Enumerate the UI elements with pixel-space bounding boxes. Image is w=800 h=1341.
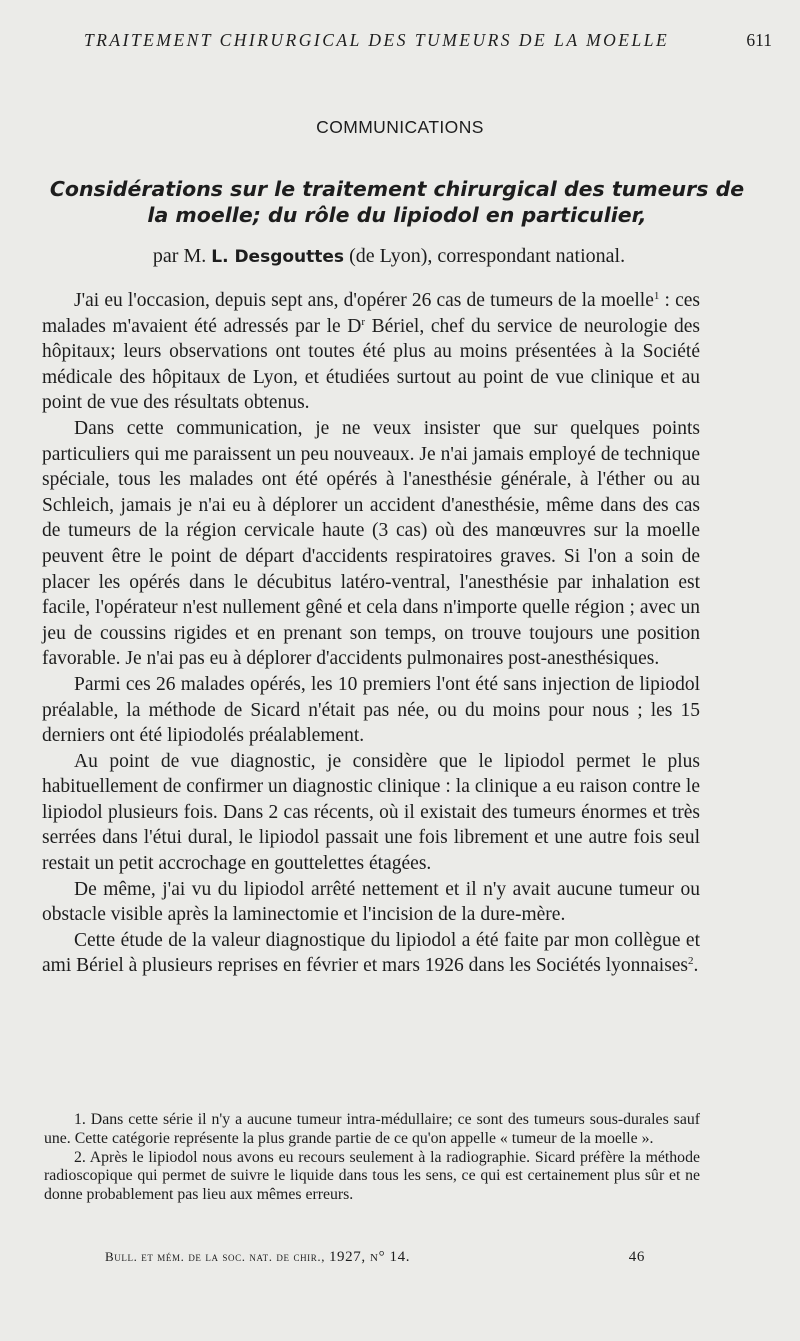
paragraph-6-part-b: .: [693, 955, 699, 977]
paragraph-2: Dans cette communication, je ne veux insister que sur quelques points particuliers qui me paraissent un peu nouveaux. Je n'ai jamais employé de technique spéciale, tous les malades ont été opérés à l'anesthésie générale, à l'éther ou au Schleich, jamais je n'ai eu à déplorer un accident d'anesthésie, même dans des cas de tumeurs de la région cervicale haute (3 cas) où des manœuvres sur la moelle peuvent être le point de départ d'accidents respiratoires graves. Si l'on a soin de placer les opérés dans le décubitus latéro-ventral, l'anesthésie par inhalation est facile, l'opérateur n'est nullement gêné et cela dans n'importe quelle région ; avec un jeu de coussins rigides et en prenant son temps, on trouve toujours une position favorable. Je n'ai pas eu à déplorer d'accidents pulmonaires post-anesthésiques.: [42, 417, 700, 670]
journal-issue: 1927, n° 14.: [328, 1249, 411, 1265]
running-head: [84, 30, 772, 51]
footnote-2: 2. Après le lipiodol nous avons eu recours seulement à la radiographie. Sicard préfère la méthode radioscopique qui permet de suivre le liquide dans tous les sens, ce qui est certainement plus sûr et ne donne probablement pas lieu aux mêmes erreurs.: [44, 1148, 700, 1204]
paragraph-3: Parmi ces 26 malades opérés, les 10 premiers l'ont été sans injection de lipiodol préalable, la méthode de Sicard n'était pas née, ou du moins pour nous ; les 15 derniers ont été lipiodolés préalablement.: [42, 673, 700, 747]
paragraph-6-part-a: Cette étude de la valeur diagnostique du lipiodol a été faite par mon collègue et ami Bériel à plusieurs reprises en février et mars 1926 dans les Sociétés lyonnaises: [42, 929, 700, 977]
footnote-ref-1: 1: [653, 290, 660, 302]
article-title: Considérations sur le traitement chirurgical des tumeurs de la moelle; du rôle du lipiodol en particulier,: [49, 177, 745, 227]
byline: [0, 245, 778, 268]
footnotes: [44, 1111, 700, 1205]
paragraph-1: [42, 288, 700, 416]
page-footer: [105, 1249, 645, 1266]
page-number: 611: [746, 30, 772, 50]
paragraph-5: De même, j'ai vu du lipiodol arrêté nettement et il n'y avait aucune tumeur ou obstacle visible après la laminectomie et l'incision de la dure-mère.: [42, 878, 700, 926]
author-name: L. Desgouttes: [211, 247, 345, 267]
journal-reference: [105, 1249, 410, 1266]
paragraph-4: Au point de vue diagnostic, je considère que le lipiodol permet le plus habituellement de confirmer un diagnostic clinique : la clinique a eu raison contre le lipiodol plusieurs fois. Dans 2 cas récents, où il existait des tumeurs énormes et très serrées dans l'étui dural, le lipiodol passait une fois librement et une autre fois seul restait un petit accrochage en gouttelettes étagées.: [42, 750, 700, 875]
byline-prefix: par M.: [152, 245, 207, 267]
paragraph-1-part-c: Bériel, chef du service de neurologie des hôpitaux; leurs observations ont toutes été plus au moins présentées à la Société médicale des hôpitaux de Lyon, et étudiées surtout au point de vue clinique et au point de vue des résultats obtenus.: [42, 315, 700, 414]
running-head-title: TRAITEMENT CHIRURGICAL DES TUMEURS DE LA MOELLE: [84, 30, 670, 50]
doctor-abbrev-sup: r: [361, 315, 366, 328]
byline-suffix: (de Lyon), correspondant national.: [349, 245, 626, 267]
paragraph-1-part-b: : ces malades m'avaient été adressés par le D: [42, 290, 700, 337]
paragraph-1-part-a: J'ai eu l'occasion, depuis sept ans, d'opérer 26 cas de tumeurs de la moelle: [74, 290, 654, 311]
article-body: [42, 288, 700, 979]
footnote-ref-2: 2: [688, 955, 694, 968]
signature-mark: 46: [628, 1249, 645, 1265]
paragraph-6: [42, 928, 700, 979]
section-title: COMMUNICATIONS: [316, 117, 484, 137]
journal-name: Bull. et mém. de la soc. nat. de chir.,: [105, 1249, 326, 1264]
footnote-1: 1. Dans cette série il n'y a aucune tumeur intra-médullaire; ce sont des tumeurs sous-durales sauf une. Cette catégorie représente la plus grande partie de ce qu'on appelle « tumeur de la moelle ».: [44, 1111, 700, 1147]
